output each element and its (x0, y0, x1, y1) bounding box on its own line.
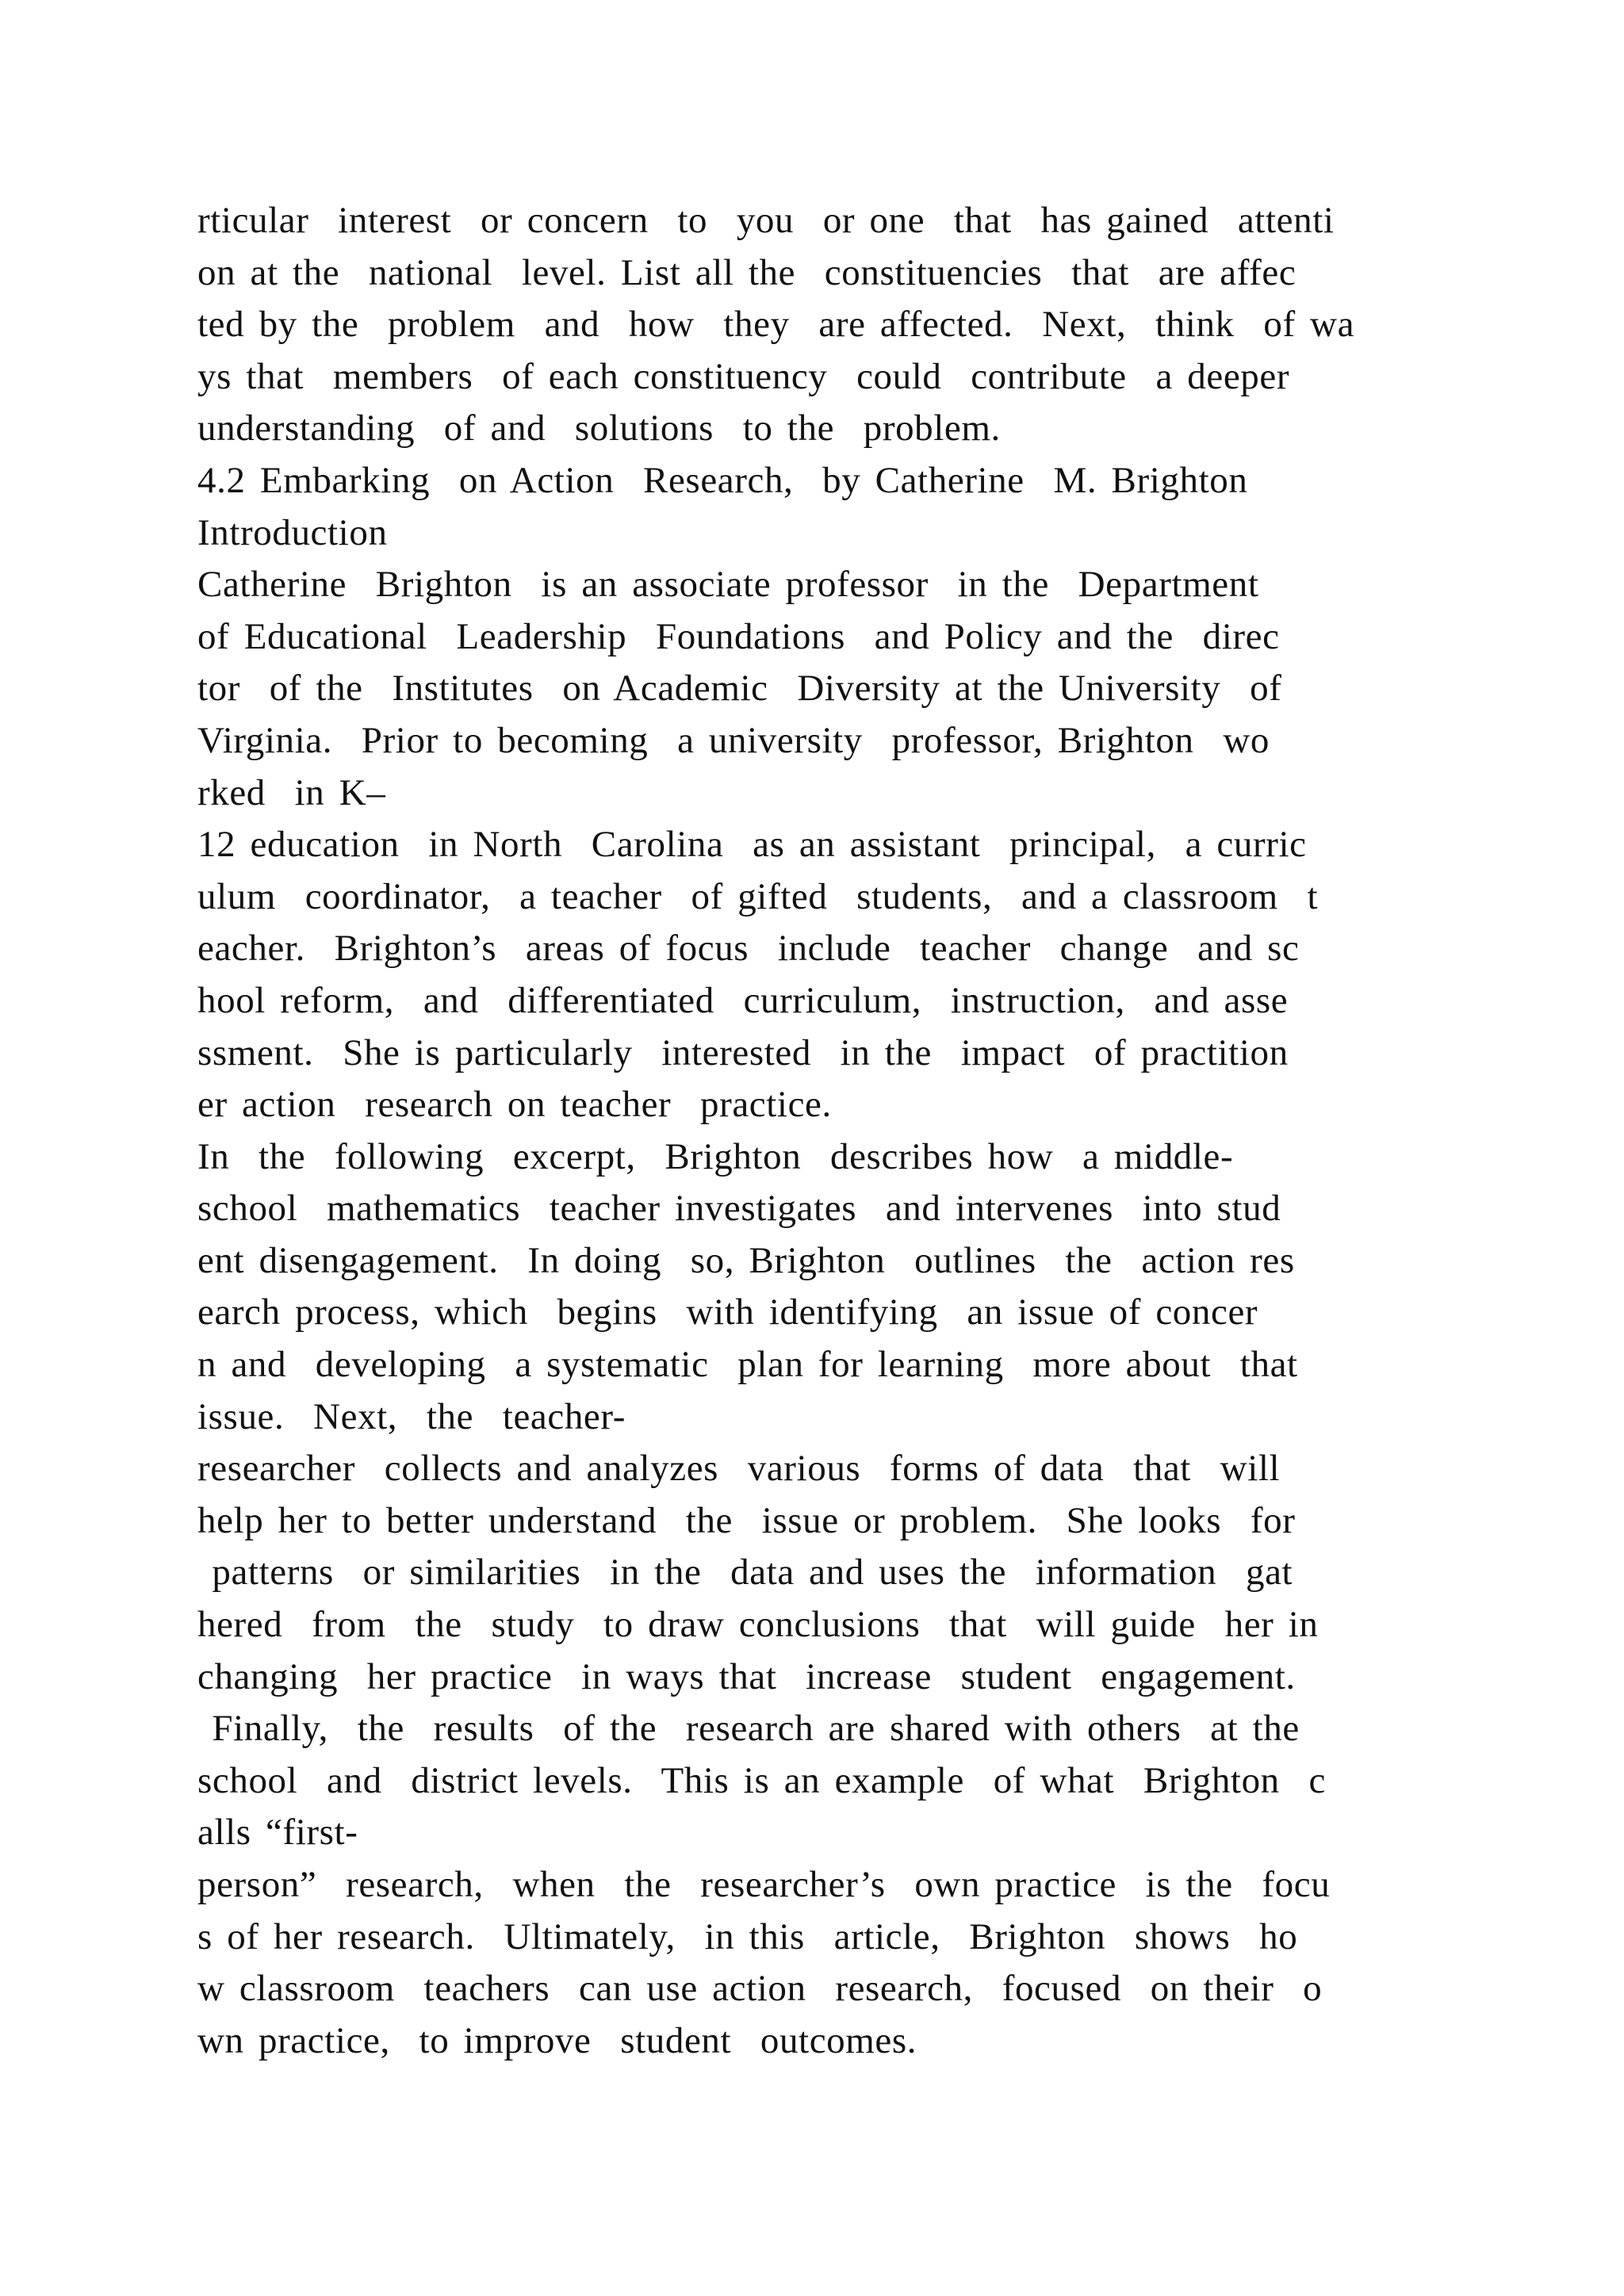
text-line: of Educational Leadership Foundations and Policy and the direc (197, 615, 1280, 657)
text-line: on at the national level. List all the constituencies that are affec (197, 251, 1297, 293)
text-line: In the following excerpt, Brighton describes how a middle- (197, 1135, 1234, 1177)
text-line: rticular interest or concern to you or one that has gained attenti (197, 200, 1335, 241)
text-line: understanding of and solutions to the problem. (197, 408, 1001, 450)
text-line: Virginia. Prior to becoming a university professor, Brighton wo (197, 719, 1270, 761)
text-line: n and developing a systematic plan for learning more about that (197, 1344, 1298, 1386)
text-line: s of her research. Ultimately, in this article, Brighton shows ho (197, 1915, 1298, 1957)
text-line: patterns or similarities in the data and uses the information gat (197, 1552, 1293, 1594)
text-line: wn practice, to improve student outcomes. (197, 2019, 917, 2061)
text-line: ent disengagement. In doing so, Brighton outlines the action res (197, 1239, 1295, 1281)
text-line: issue. Next, the teacher- (197, 1395, 626, 1437)
text-line: school and district levels. This is an example of what Brighton c (197, 1759, 1326, 1801)
text-line: 4.2 Embarking on Action Research, by Catherine M. Brighton (197, 459, 1248, 501)
text-line: er action research on teacher practice. (197, 1084, 832, 1126)
text-line: Finally, the results of the research are shared with others at the (197, 1708, 1300, 1750)
text-line: ys that members of each constituency could contribute a deeper (197, 355, 1290, 397)
text-line: ulum coordinator, a teacher of gifted students, and a classroom t (197, 875, 1319, 917)
text-line: tor of the Institutes on Academic Diversity at the University of (197, 668, 1282, 710)
text-line: 12 education in North Carolina as an assistant principal, a curric (197, 824, 1307, 866)
text-line: eacher. Brighton’s areas of focus include teacher change and sc (197, 928, 1300, 970)
text-line: earch process, which begins with identifying an issue of concer (197, 1292, 1258, 1334)
text-line: Catherine Brighton is an associate professor in the Department (197, 564, 1259, 606)
text-line: changing her practice in ways that increase student engagement. (197, 1655, 1296, 1697)
text-line: school mathematics teacher investigates and intervenes into stud (197, 1188, 1281, 1230)
text-line: ssment. She is particularly interested in the impact of practition (197, 1031, 1289, 1073)
text-line: hered from the study to draw conclusions that will guide her in (197, 1604, 1319, 1646)
text-line: help her to better understand the issue or problem. She looks for (197, 1499, 1296, 1541)
text-line: ted by the problem and how they are affected. Next, think of wa (197, 304, 1355, 346)
text-line: researcher collects and analyzes various forms of data that will (197, 1448, 1281, 1490)
text-line: person” research, when the researcher’s own practice is the focu (197, 1864, 1331, 1905)
text-line: Introduction (197, 511, 388, 553)
body-text (197, 195, 1434, 2067)
text-line: alls “first- (197, 1812, 358, 1854)
text-line: hool reform, and differentiated curriculum, instruction, and asse (197, 979, 1289, 1021)
text-line: w classroom teachers can use action research, focused on their o (197, 1968, 1323, 2010)
text-line: rked in K– (197, 771, 386, 813)
